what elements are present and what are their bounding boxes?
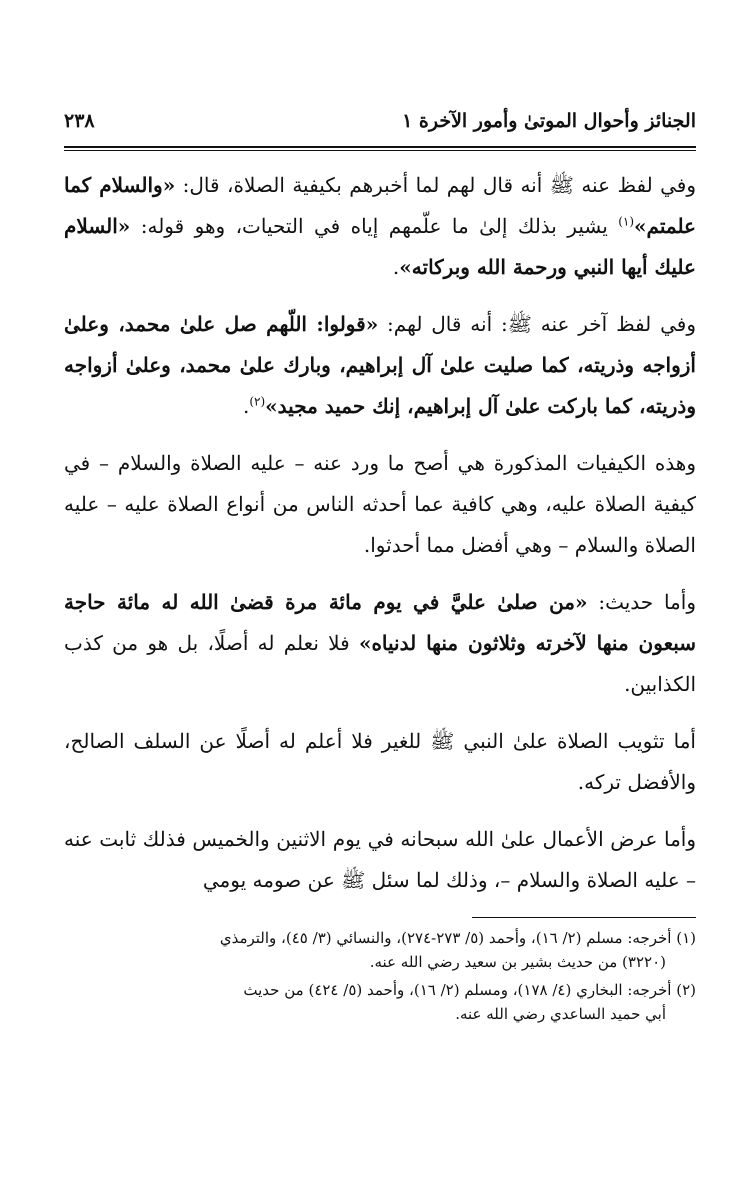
header-rule-thick: [64, 146, 696, 148]
text-run: وفي لفظ عنه ﷺ أنه قال لهم لما أخبرهم بكيفية الصلاة، قال:: [175, 173, 696, 197]
text-run: يشير بذلك إلىٰ ما علّمهم إياه في التحيات، وهو قوله:: [130, 214, 619, 238]
text-run: فلا نعلم له أصلًا، بل هو من كذب الكذابين.: [64, 631, 696, 696]
header-rule-thin: [64, 150, 696, 151]
book-page: [64, 110, 696, 1030]
footnote-line: (٣٢٢٠) من حديث بشير بن سعيد رضي الله عنه.: [369, 953, 666, 971]
footnote-ref: (١): [618, 214, 635, 229]
footnote: [64, 926, 696, 974]
text-run: وفي لفظ آخر عنه ﷺ: أنه قال لهم:: [378, 312, 696, 336]
running-title: الجنائز وأحوال الموتىٰ وأمور الآخرة ١: [402, 110, 696, 132]
hadith-quote: «قولوا: اللّهم صل علىٰ محمد، وعلىٰ أزواجه وذريته، كما صليت علىٰ آل إبراهيم، وبارك علىٰ محمد، وعلىٰ أزواجه وذريته، كما باركت علىٰ آل إبراهيم، إنك حميد مجيد»: [64, 312, 696, 418]
text-run: .: [392, 255, 400, 279]
text-run: أما تثويب الصلاة علىٰ النبي ﷺ للغير فلا أعلم له أصلًا عن السلف الصالح، والأفضل تركه.: [64, 729, 696, 794]
page-header: [64, 110, 696, 140]
footnote-line: (٢) أخرجه: البخاري (٤/ ١٧٨)، ومسلم (٢/ ١٦)، وأحمد (٥/ ٤٢٤) من حديث: [243, 981, 696, 999]
paragraph: [64, 165, 696, 288]
paragraph: [64, 819, 696, 901]
paragraph: [64, 582, 696, 705]
text-run: وأما حديث:: [587, 590, 696, 614]
hadith-quote: «والسلام كما علمتم»: [64, 173, 696, 238]
page-number: ٢٣٨: [64, 110, 95, 132]
hadith-quote: «من صلىٰ عليَّ في يوم مائة مرة قضىٰ الله له مائة حاجة سبعون منها لآخرته وثلاثون منها لدنياه»: [64, 590, 697, 655]
main-text: [64, 165, 696, 901]
footnote-ref: (٢): [249, 394, 266, 409]
footnote-separator: [472, 917, 696, 918]
text-run: وأما عرض الأعمال علىٰ الله سبحانه في يوم الاثنين والخميس فذلك ثابت عنه – عليه الصلاة والسلام –، وذلك لما سئل ﷺ عن صومه يومي: [64, 827, 696, 892]
footnote-line: أبي حميد الساعدي رضي الله عنه.: [455, 1005, 666, 1023]
hadith-quote: «السلام عليك أيها النبي ورحمة الله وبركاته»: [64, 214, 696, 279]
paragraph: [64, 721, 696, 803]
footnotes: [64, 926, 696, 1026]
footnote-line: (١) أخرجه: مسلم (٢/ ١٦)، وأحمد (٥/ ٢٧٣-٢٧٤)، والنسائي (٣/ ٤٥)، والترمذي: [219, 929, 696, 947]
paragraph: [64, 304, 696, 427]
text-run: .: [242, 394, 250, 418]
text-run: وهذه الكيفيات المذكورة هي أصح ما ورد عنه – عليه الصلاة والسلام – في كيفية الصلاة عليه، وهي كافية عما أحدثه الناس من أنواع الصلاة عليه – عليه الصلاة والسلام – وهي أفضل مما أحدثوا.: [64, 451, 696, 557]
paragraph: [64, 443, 696, 566]
footnote: [64, 978, 696, 1026]
